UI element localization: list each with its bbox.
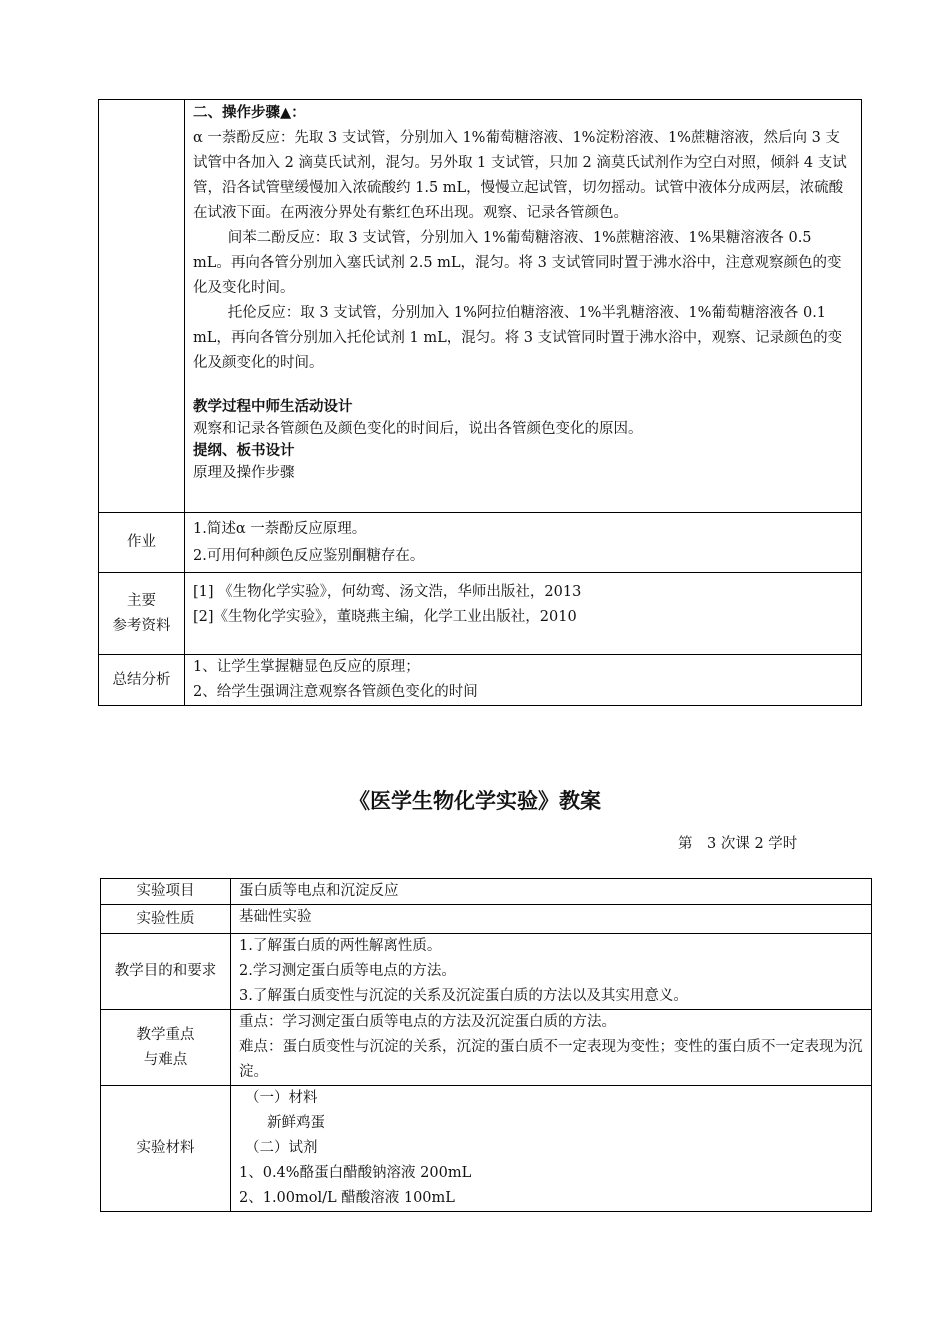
outline-text: 原理及操作步骤 <box>193 465 295 481</box>
difficulty-text: 难点：蛋白质变性与沉淀的关系，沉淀的蛋白质不一定表现为变性；变性的蛋白质不一定表现为沉淀。 <box>239 1039 863 1080</box>
nature-value: 基础性实验 <box>231 905 872 934</box>
alpha-naphthol-paragraph: α 一萘酚反应：先取 3 支试管，分别加入 1%葡萄糖溶液、1%淀粉溶液、1%蔗糖溶液，然后向 3 支试管中各加入 2 滴莫氏试剂，混匀。另外取 1 支试管，只加 2 滴莫氏试剂作为空白对照，倾斜 4 支试管，沿各试管壁缓慢加入浓硫酸约 1.5 mL，慢慢立起试管，切勿摇动。试管中液体分成两层，浓硫酸在试液下面。在两液分界处有紫红色环出现。观察、记录各管颜色。 <box>193 130 847 221</box>
objective-item-2: 2.学习测定蛋白质等电点的方法。 <box>239 963 456 979</box>
activity-text: 观察和记录各管颜色及颜色变化的时间后，说出各管颜色变化的原因。 <box>193 421 643 437</box>
nature-label: 实验性质 <box>101 905 231 934</box>
summary-item-2: 2、给学生强调注意观察各管颜色变化的时间 <box>193 684 478 700</box>
procedure-label-cell <box>99 100 185 513</box>
references-label <box>99 573 185 655</box>
project-row <box>101 879 872 905</box>
focus-text: 重点：学习测定蛋白质等电点的方法及沉淀蛋白质的方法。 <box>239 1014 616 1030</box>
references-label-line1: 主要 <box>127 592 156 609</box>
project-value: 蛋白质等电点和沉淀反应 <box>231 879 872 905</box>
outline-heading: 提纲、板书设计 <box>193 443 295 459</box>
key-points-label-line1: 教学重点 <box>136 1026 195 1043</box>
homework-row <box>99 513 862 573</box>
reagent-item-2: 2、1.00mol/L 醋酸溶液 100mL <box>239 1190 455 1206</box>
objective-item-1: 1.了解蛋白质的两性解离性质。 <box>239 938 442 954</box>
materials-section-2: （二）试剂 <box>245 1140 318 1156</box>
summary-label: 总结分析 <box>99 655 185 706</box>
summary-row <box>99 655 862 706</box>
reference-item-1: [1] 《生物化学实验》，何幼鸾、汤文浩，华师出版社，2013 <box>193 584 582 600</box>
summary-cell <box>185 655 862 706</box>
materials-section-1: （一）材料 <box>245 1090 318 1106</box>
reagent-item-1: 1、0.4%酪蛋白醋酸钠溶液 200mL <box>239 1165 472 1181</box>
materials-cell <box>231 1086 872 1212</box>
procedure-heading: 二、操作步骤▲： <box>193 105 306 121</box>
key-points-cell <box>231 1010 872 1086</box>
objective-item-3: 3.了解蛋白质变性与沉淀的关系及沉淀蛋白质的方法以及其实用意义。 <box>239 988 688 1004</box>
references-cell <box>185 573 862 655</box>
references-label-line2: 参考资料 <box>112 617 171 634</box>
homework-item-2: 2.可用何种颜色反应鉴别酮糖存在。 <box>193 548 425 564</box>
materials-label: 实验材料 <box>101 1086 231 1212</box>
objectives-label: 教学目的和要求 <box>101 934 231 1010</box>
summary-item-1: 1、让学生掌握糖显色反应的原理； <box>193 659 420 675</box>
lesson-table-continued <box>98 99 862 706</box>
homework-item-1: 1.简述α 一萘酚反应原理。 <box>193 521 367 537</box>
materials-item-egg: 新鲜鸡蛋 <box>267 1115 325 1131</box>
key-points-label <box>101 1010 231 1086</box>
homework-label: 作业 <box>99 513 185 573</box>
document-title: 《医学生物化学实验》教案 <box>349 789 601 813</box>
project-label: 实验项目 <box>101 879 231 905</box>
procedure-row <box>99 100 862 513</box>
nature-row <box>101 905 872 934</box>
homework-cell <box>185 513 862 573</box>
key-points-label-line2: 与难点 <box>143 1051 188 1068</box>
procedure-cell <box>185 100 862 513</box>
lesson-plan-table <box>100 878 872 1212</box>
session-info: 第 3 次课 2 学时 <box>678 836 798 852</box>
objectives-cell <box>231 934 872 1010</box>
reference-item-2: [2]《生物化学实验》，董晓燕主编，化学工业出版社，2010 <box>193 609 577 625</box>
objectives-row <box>101 934 872 1010</box>
materials-row <box>101 1086 872 1212</box>
activity-heading: 教学过程中师生活动设计 <box>193 399 353 415</box>
tollens-paragraph: 托伦反应：取 3 支试管，分别加入 1%阿拉伯糖溶液、1%半乳糖溶液、1%葡萄糖溶液各 0.1 mL，再向各管分别加入托伦试剂 1 mL，混匀。将 3 支试管同时置于沸水浴中，观察、记录颜色的变化及颜变化的时间。 <box>193 305 843 371</box>
resorcinol-paragraph: 间苯二酚反应：取 3 支试管，分别加入 1%葡萄糖溶液、1%蔗糖溶液、1%果糖溶液各 0.5 mL。再向各管分别加入塞氏试剂 2.5 mL，混匀。将 3 支试管同时置于沸水浴中，注意观察颜色的变化及变化时间。 <box>193 230 842 296</box>
key-points-row <box>101 1010 872 1086</box>
references-row <box>99 573 862 655</box>
